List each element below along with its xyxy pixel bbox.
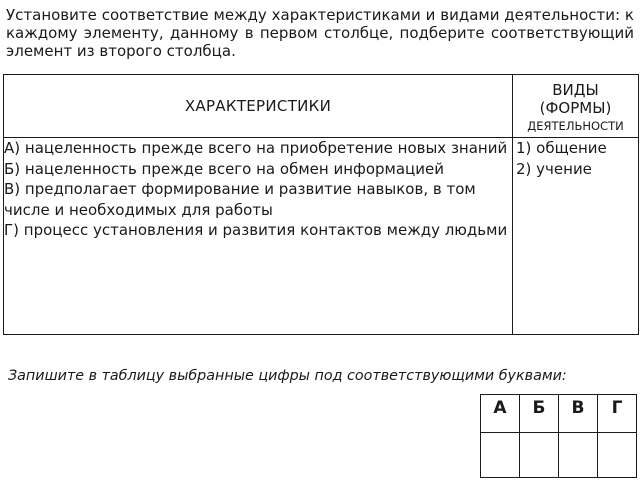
activity-types-header [513, 75, 639, 138]
answer-table-values-row [481, 433, 637, 478]
answer-prompt: Запишите в таблицу выбранные цифры под соответствующими буквами: [8, 368, 567, 384]
characteristic-v: В) предполагает формирование и развитие навыков, в том числе и необходимых для работы [4, 180, 476, 219]
answer-cell-a[interactable] [481, 433, 520, 478]
characteristics-cell [4, 138, 513, 335]
task-instruction: Установите соответствие между характеристиками и видами деятельности: к каждому элементу, данному в первом столбце, подберите соответствующий элемент из второго столбца. [6, 6, 634, 60]
matching-table-body-row [4, 138, 639, 335]
activity-type-1: 1) общение [516, 139, 607, 157]
answer-letter-a: А [481, 395, 520, 433]
activity-types-cell [513, 138, 639, 335]
matching-table [3, 74, 639, 335]
characteristic-g: Г) процесс установления и развития контактов между людьми [4, 221, 508, 240]
characteristic-a: А) нацеленность прежде всего на приобретение новых знаний [4, 139, 508, 157]
answer-letter-v: В [559, 395, 598, 433]
answer-cell-v[interactable] [559, 433, 598, 478]
characteristic-b: Б) нацеленность прежде всего на обмен информацией [4, 159, 444, 178]
answer-cell-b[interactable] [520, 433, 559, 478]
activity-header-line-2: (ФОРМЫ) [539, 99, 612, 117]
answer-table-letters-row [481, 395, 637, 433]
answer-cell-g[interactable] [598, 433, 637, 478]
characteristics-header: ХАРАКТЕРИСТИКИ [4, 75, 513, 138]
answer-letter-b: Б [520, 395, 559, 433]
answer-letter-g: Г [598, 395, 637, 433]
activity-header-line-1: ВИДЫ [552, 81, 599, 99]
matching-table-header-row [4, 75, 639, 138]
activity-type-2: 2) учение [516, 159, 592, 178]
answer-table [480, 394, 637, 478]
activity-header-line-3: ДЕЯТЕЛЬНОСТИ [527, 119, 624, 133]
